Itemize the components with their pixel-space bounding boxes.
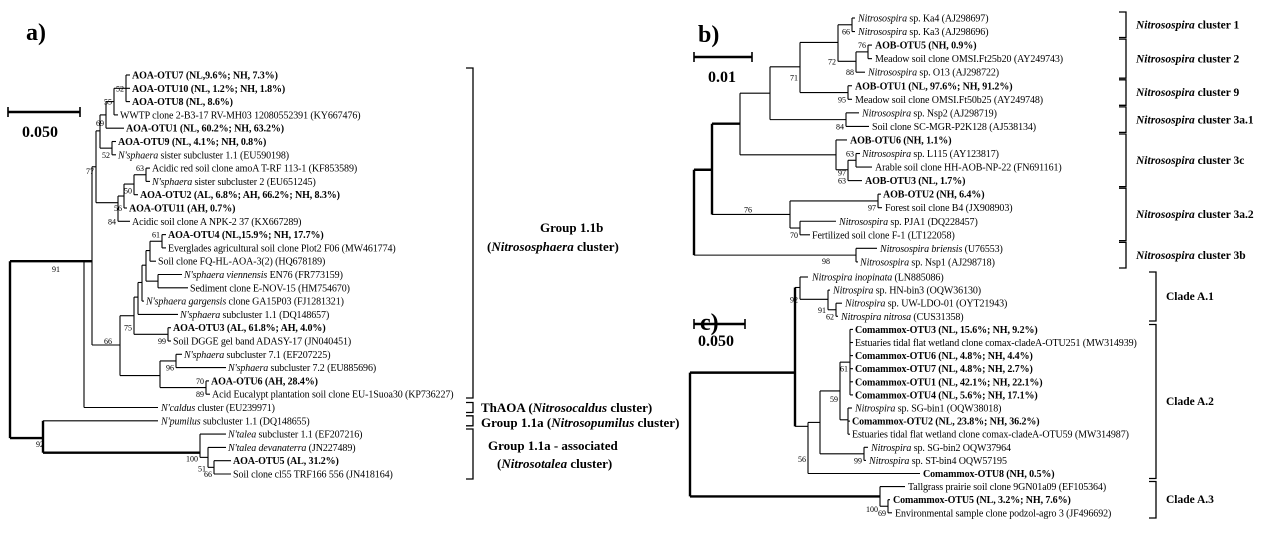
- bootstrap-value: 63: [136, 164, 144, 174]
- bootstrap-value: 84: [836, 122, 844, 132]
- cluster-bracket: [1149, 325, 1156, 479]
- cluster-label: Group 1.1b: [540, 220, 604, 235]
- taxon-label: Everglades agricultural soil clone Plot2 F06 (MW461774): [168, 243, 396, 255]
- bootstrap-value: 61: [840, 364, 848, 374]
- bootstrap-value: 63: [838, 176, 846, 186]
- bootstrap-value: 97: [868, 203, 876, 213]
- taxon-label: Acidic red soil clone amoA T-RF 113-1 (KF853589): [152, 163, 358, 175]
- taxon-label: AOB-OTU6 (NH, 1.1%): [850, 135, 952, 147]
- bootstrap-value: 75: [124, 323, 132, 333]
- taxon-label: Acidic soil clone A NPK-2 37 (KX667289): [132, 216, 302, 228]
- taxon-label: Soil DGGE gel band ADASY-17 (JN040451): [173, 336, 352, 348]
- bootstrap-value: 91: [818, 305, 826, 315]
- scale-bar-label: 0.050: [698, 333, 734, 350]
- bootstrap-value: 61: [152, 230, 160, 240]
- taxon-label: AOA-OTU7 (NL,9.6%; NH, 7.3%): [132, 70, 278, 82]
- taxon-label: Estuaries tidal flat wetland clone comax-cladeA-OTU251 (MW314939): [855, 338, 1137, 349]
- bootstrap-value: 76: [858, 41, 866, 51]
- cluster-bracket: [1119, 107, 1126, 132]
- panel-label-c: c): [700, 310, 719, 336]
- bootstrap-value: 84: [108, 217, 116, 227]
- cluster-bracket: [466, 403, 473, 413]
- bootstrap-value: 88: [846, 68, 854, 78]
- taxon-label: N'sphaera viennensis EN76 (FR773159): [184, 270, 343, 281]
- cluster-label: Group 1.1a - associated: [488, 438, 618, 453]
- cluster-bracket: [466, 416, 473, 426]
- bootstrap-value: 70: [790, 230, 798, 240]
- taxon-label: AOB-OTU1 (NL, 97.6%; NH, 91.2%): [855, 81, 1013, 93]
- taxon-label: Soil clone FQ-HL-AOA-3(2) (HQ678189): [158, 256, 326, 268]
- cluster-label: (Nitrososphaera cluster): [487, 239, 619, 254]
- taxon-label: Nitrosospira briensis (U76553): [880, 243, 1003, 255]
- bootstrap-value: 56: [798, 455, 806, 465]
- cluster-bracket: [466, 429, 473, 479]
- cluster-bracket: [1119, 80, 1126, 106]
- bootstrap-value: 70: [196, 376, 204, 386]
- panel-label-a: a): [26, 20, 46, 46]
- taxon-label: Soil clone cl55 TRF166 556 (JN418164): [233, 469, 393, 481]
- taxon-label: N'sphaera sister subcluster 1.1 (EU590198): [118, 150, 289, 162]
- cluster-label: Nitrosospira cluster 3c: [1136, 155, 1245, 167]
- taxon-label: Meadow soil clone OMSI.Ft50b25 (AY249748): [855, 94, 1044, 106]
- taxon-label: Nitrospira sp. HN-bin3 (OQW36130): [833, 285, 981, 297]
- cluster-bracket: [1119, 188, 1126, 241]
- cluster-label: Nitrosospira cluster 9: [1136, 87, 1240, 99]
- taxon-label: AOB-OTU5 (NH, 0.9%): [875, 40, 977, 52]
- taxon-label: Nitrospira sp. UW-LDO-01 (OYT21943): [845, 298, 1008, 310]
- cluster-label: (Nitrosotalea cluster): [497, 456, 613, 471]
- taxon-label: Nitrosospira sp. Nsp2 (AJ298719): [862, 108, 997, 120]
- cluster-bracket: [1119, 12, 1126, 38]
- taxon-label: Nitrosospira sp. L115 (AY123817): [862, 149, 999, 160]
- bootstrap-value: 77: [86, 166, 94, 176]
- cluster-bracket: [1119, 39, 1126, 78]
- taxon-label: Nitrospira sp. SG-bin1 (OQW38018): [855, 403, 1002, 415]
- taxon-label: Comammox-OTU3 (NL, 15.6%; NH, 9.2%): [855, 324, 1038, 336]
- taxon-label: Comammox-OTU2 (NL, 23.8%; NH, 36.2%): [852, 416, 1040, 428]
- taxon-label: N'sphaera subcluster 7.2 (EU885696): [228, 363, 377, 375]
- taxon-label: AOB-OTU3 (NL, 1.7%): [865, 176, 966, 188]
- bootstrap-value: 52: [102, 150, 110, 160]
- taxon-label: AOA-OTU4 (NL,15.9%; NH, 17.7%): [168, 230, 324, 242]
- cluster-bracket: [1119, 134, 1126, 187]
- taxon-label: AOA-OTU5 (AL, 31.2%): [233, 456, 339, 468]
- taxon-label: N'talea subcluster 1.1 (EF207216): [228, 429, 363, 441]
- cluster-label: Clade A.2: [1166, 396, 1214, 408]
- taxon-label: N'sphaera gargensis clone GA15P03 (FJ1281321): [146, 296, 344, 308]
- bootstrap-value: 69: [96, 118, 104, 128]
- taxon-label: N'sphaera subcluster 1.1 (DQ148657): [180, 309, 330, 321]
- taxon-label: Nitrospira sp. ST-bin4 OQW57195: [869, 455, 1007, 467]
- bootstrap-value: 95: [838, 95, 846, 105]
- bootstrap-value: 56: [114, 204, 122, 213]
- taxon-label: Nitrosospira sp. O13 (AJ298722): [868, 67, 1000, 79]
- cluster-label: Clade A.1: [1166, 291, 1214, 303]
- taxon-label: N'sphaera sister subcluster 2 (EU651245): [152, 176, 316, 188]
- bootstrap-value: 97: [838, 168, 846, 178]
- taxon-label: Comammox-OTU5 (NL, 3.2%; NH, 7.6%): [893, 495, 1071, 507]
- taxon-label: Nitrospira nitrosa (CUS31358): [841, 311, 964, 323]
- taxon-label: N'sphaera subcluster 7.1 (EF207225): [184, 349, 331, 361]
- cluster-bracket: [1149, 482, 1156, 519]
- bootstrap-value: 51: [198, 464, 206, 474]
- taxon-label: AOA-OTU3 (AL, 61.8%; AH, 4.0%): [173, 323, 326, 335]
- taxon-label: Nitrospira inopinata (LN885086): [812, 272, 944, 284]
- cluster-label: Nitrosospira cluster 3a.2: [1136, 209, 1254, 221]
- taxon-label: Comammox-OTU4 (NL, 5.6%; NH, 17.1%): [855, 390, 1038, 402]
- bootstrap-value: 63: [846, 149, 854, 159]
- bootstrap-value: 72: [828, 57, 836, 67]
- cluster-bracket: [1119, 242, 1126, 268]
- bootstrap-value: 50: [124, 186, 132, 196]
- taxon-label: Fertilized soil clone F-1 (LT122058): [812, 230, 955, 242]
- cluster-label: ThAOA (Nitrosocaldus cluster): [481, 400, 653, 415]
- scale-bar-label: 0.01: [708, 69, 736, 86]
- taxon-label: AOB-OTU2 (NH, 6.4%): [883, 189, 985, 201]
- taxon-label: AOA-OTU8 (NL, 8.6%): [132, 97, 233, 109]
- taxon-label: N'pumilus subcluster 1.1 (DQ148655): [161, 416, 310, 428]
- bootstrap-value: 52: [116, 84, 124, 94]
- taxon-label: Nitrosospira sp. Nsp1 (AJ298718): [860, 257, 995, 269]
- cluster-label: Nitrosospira cluster 1: [1136, 19, 1240, 32]
- taxon-label: AOA-OTU1 (NL, 60.2%; NH, 63.2%): [126, 123, 285, 135]
- cluster-label: Clade A.3: [1166, 494, 1214, 506]
- taxon-label: N'talea devanaterra (JN227489): [228, 442, 356, 454]
- bootstrap-value: 55: [104, 97, 112, 107]
- taxon-label: Acid Eucalypt plantation soil clone EU-1Suoa30 (KP736227): [212, 389, 454, 401]
- cluster-label: Nitrosospira cluster 3b: [1136, 250, 1246, 262]
- bootstrap-value: 99: [854, 456, 862, 466]
- taxon-label: Nitrosospira sp. PJA1 (DQ228457): [839, 216, 978, 228]
- panel-label-b: b): [698, 22, 720, 48]
- bootstrap-value: 71: [790, 73, 798, 83]
- bootstrap-value: 66: [204, 470, 212, 479]
- taxon-label: Estuaries tidal flat wetland clone comax-cladeA-OTU59 (MW314987): [852, 429, 1129, 441]
- taxon-label: WWTP clone 2-B3-17 RV-MH03 12080552391 (KY667476): [120, 110, 361, 122]
- bootstrap-value: 76: [744, 205, 752, 215]
- taxon-label: Tallgrass prairie soil clone 9GN01a09 (EF105364): [908, 482, 1107, 494]
- bootstrap-value: 91: [52, 265, 60, 275]
- scale-bar-label: 0.050: [22, 124, 58, 141]
- taxon-label: Comammox-OTU8 (NH, 0.5%): [923, 469, 1055, 480]
- bootstrap-value: 92: [790, 295, 798, 305]
- taxon-label: Arable soil clone HH-AOB-NP-22 (FN691161): [875, 162, 1062, 174]
- taxon-label: Nitrosospira sp. Ka3 (AJ298696): [858, 27, 989, 39]
- bootstrap-value: 69: [878, 508, 886, 518]
- taxon-label: Nitrospira sp. SG-bin2 OQW37964: [871, 442, 1011, 454]
- bootstrap-value: 59: [830, 394, 838, 404]
- bootstrap-value: 89: [196, 390, 204, 400]
- taxon-label: AOA-OTU6 (AH, 28.4%): [211, 376, 318, 388]
- bootstrap-value: 96: [166, 363, 174, 373]
- bootstrap-value: 66: [104, 337, 112, 346]
- cluster-bracket: [1149, 272, 1156, 321]
- bootstrap-value: 66: [842, 27, 850, 37]
- taxon-label: Comammox-OTU6 (NL, 4.8%; NH, 4.4%): [855, 351, 1033, 363]
- bootstrap-value: 62: [826, 312, 834, 322]
- taxon-label: Meadow soil clone OMSI.Ft25b20 (AY249743): [875, 54, 1064, 66]
- taxon-label: Comammox-OTU7 (NL, 4.8%; NH, 2.7%): [855, 364, 1033, 376]
- cluster-label: Nitrosospira cluster 3a.1: [1136, 114, 1254, 127]
- cluster-label: Nitrosospira cluster 2: [1136, 53, 1240, 66]
- taxon-label: Comammox-OTU1 (NL, 42.1%; NH, 22.1%): [855, 377, 1043, 389]
- taxon-label: Soil clone SC-MGR-P2K128 (AJ538134): [872, 121, 1037, 133]
- taxon-label: Forest soil clone B4 (JX908903): [885, 203, 1013, 215]
- taxon-label: AOA-OTU9 (NL, 4.1%; NH, 0.8%): [118, 137, 267, 148]
- bootstrap-value: 100: [866, 504, 878, 514]
- taxon-label: Sediment clone E-NOV-15 (HM754670): [190, 283, 350, 295]
- taxon-label: AOA-OTU11 (AH, 0.7%): [129, 203, 236, 215]
- cluster-label: Group 1.1a (Nitrosopumilus cluster): [481, 415, 680, 430]
- bootstrap-value: 98: [822, 257, 830, 267]
- taxon-label: AOA-OTU10 (NL, 1.2%; NH, 1.8%): [132, 83, 286, 95]
- taxon-label: Environmental sample clone podzol-agro 3 (JF496692): [895, 508, 1112, 520]
- bootstrap-value: 99: [158, 337, 166, 346]
- taxon-label: Nitrosospira sp. Ka4 (AJ298697): [858, 13, 989, 25]
- taxon-label: AOA-OTU2 (AL, 6.8%; AH, 66.2%; NH, 8.3%): [140, 190, 340, 202]
- cluster-bracket: [466, 68, 473, 398]
- bootstrap-value: 100: [186, 454, 198, 464]
- bootstrap-value: 92: [36, 440, 44, 450]
- taxon-label: N'caldus cluster (EU239971): [161, 403, 275, 414]
